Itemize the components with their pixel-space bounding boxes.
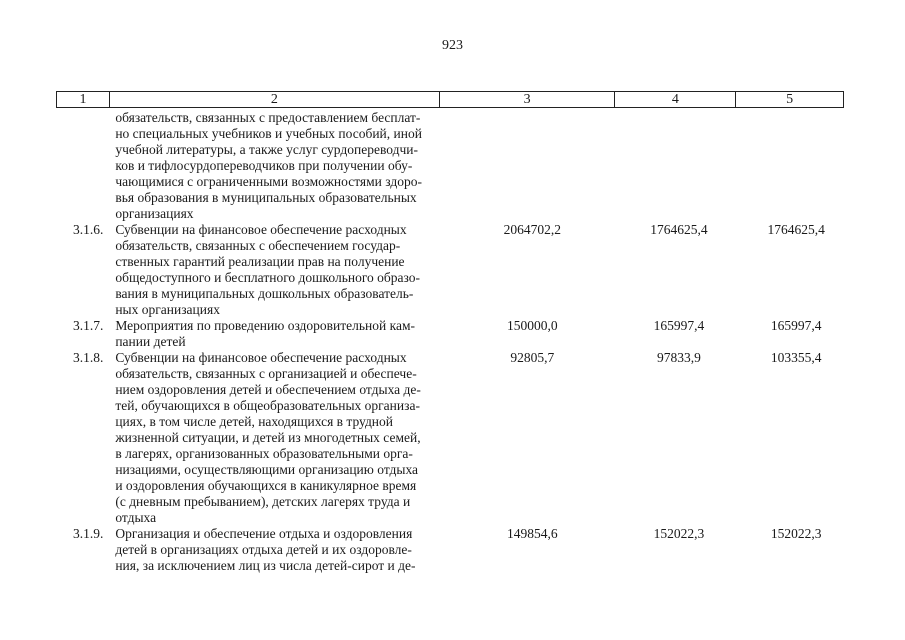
- header-col-1: 1: [57, 92, 110, 107]
- row-number: 3.1.8.: [72, 350, 104, 365]
- row-number: [56, 110, 109, 222]
- value-col-5: [736, 110, 844, 222]
- value-col-3: 150000,0: [506, 318, 558, 333]
- description-line: вья образования в муниципальных образовательных: [115, 190, 417, 205]
- description-line: ственных гарантий реализации прав на получение: [115, 254, 405, 269]
- description-line: Мероприятия по проведению оздоровительной кам-: [115, 318, 416, 333]
- value-col-5: 103355,4: [770, 350, 822, 365]
- description-line: отдыха: [115, 510, 157, 525]
- table-row: [56, 222, 844, 318]
- description-line: Субвенции на финансовое обеспечение расходных: [115, 350, 407, 365]
- description-line: циях, в том числе детей, находящихся в трудной: [115, 414, 394, 429]
- description-line: ков и тифлосурдопереводчиков при получении обу-: [115, 158, 413, 173]
- description-line: жизненной ситуации, и детей из многодетных семей,: [115, 430, 421, 445]
- row-description: [109, 526, 439, 574]
- table-row: [56, 318, 844, 350]
- table-header-row: [56, 91, 844, 108]
- description-line: обязательств, связанных с организацией и обеспече-: [115, 366, 417, 381]
- description-line: и оздоровления обучающихся в каникулярное время: [115, 478, 417, 493]
- value-col-4: 97833,9: [656, 350, 701, 365]
- table-body: [56, 110, 844, 574]
- row-description: [109, 110, 439, 222]
- table-row: [56, 526, 844, 574]
- description-line: пании детей: [115, 334, 186, 349]
- description-line: нием оздоровления детей и обеспечением отдыха де-: [115, 382, 421, 397]
- description-line: Субвенции на финансовое обеспечение расходных: [115, 222, 407, 237]
- value-col-3: 2064702,2: [503, 222, 561, 237]
- description-line: Организация и обеспечение отдыха и оздоровления: [115, 526, 413, 541]
- description-line: вания в муниципальных дошкольных образователь-: [115, 286, 414, 301]
- table-row: [56, 110, 844, 222]
- value-col-4: [615, 110, 736, 222]
- row-number: 3.1.7.: [72, 318, 104, 333]
- page-number: 923: [442, 38, 463, 53]
- description-line: обязательств, связанных с предоставлением бесплат-: [115, 110, 421, 125]
- value-col-5: 152022,3: [770, 526, 822, 541]
- header-col-3: 3: [440, 92, 616, 107]
- value-col-4: 1764625,4: [650, 222, 708, 237]
- description-line: ных организациях: [115, 302, 220, 317]
- row-description: [109, 350, 439, 526]
- value-col-4: 152022,3: [653, 526, 705, 541]
- description-line: учебной литературы, а также услуг сурдопереводчи-: [115, 142, 418, 157]
- description-line: но специальных учебников и учебных пособий, иной: [115, 126, 422, 141]
- row-description: [109, 318, 439, 350]
- description-line: тей, обучающихся в общеобразовательных организа-: [115, 398, 420, 413]
- header-col-2: 2: [110, 92, 440, 107]
- value-col-5: 1764625,4: [767, 222, 825, 237]
- header-col-4: 4: [615, 92, 736, 107]
- description-line: (с дневным пребыванием), детских лагерях труда и: [115, 494, 411, 509]
- description-line: низациями, осуществляющими организацию отдыха: [115, 462, 419, 477]
- description-line: чающимися с ограниченными возможностями здоро-: [115, 174, 422, 189]
- description-line: ния, за исключением лиц из числа детей-сирот и де-: [115, 558, 416, 573]
- value-col-3: 149854,6: [506, 526, 558, 541]
- value-col-3: [439, 110, 615, 222]
- row-number: 3.1.9.: [72, 526, 104, 541]
- header-col-5: 5: [786, 92, 794, 107]
- description-line: детей в организациях отдыха детей и их оздоровле-: [115, 542, 412, 557]
- description-line: в лагерях, организованных образовательными орга-: [115, 446, 413, 461]
- value-col-3: 92805,7: [510, 350, 555, 365]
- description-line: организациях: [115, 206, 194, 221]
- row-description: [109, 222, 439, 318]
- value-col-4: 165997,4: [653, 318, 705, 333]
- value-col-5: 165997,4: [770, 318, 822, 333]
- row-number: 3.1.6.: [72, 222, 104, 237]
- description-line: общедоступного и бесплатного дошкольного образо-: [115, 270, 421, 285]
- description-line: обязательств, связанных с обеспечением государ-: [115, 238, 401, 253]
- table-row: [56, 350, 844, 526]
